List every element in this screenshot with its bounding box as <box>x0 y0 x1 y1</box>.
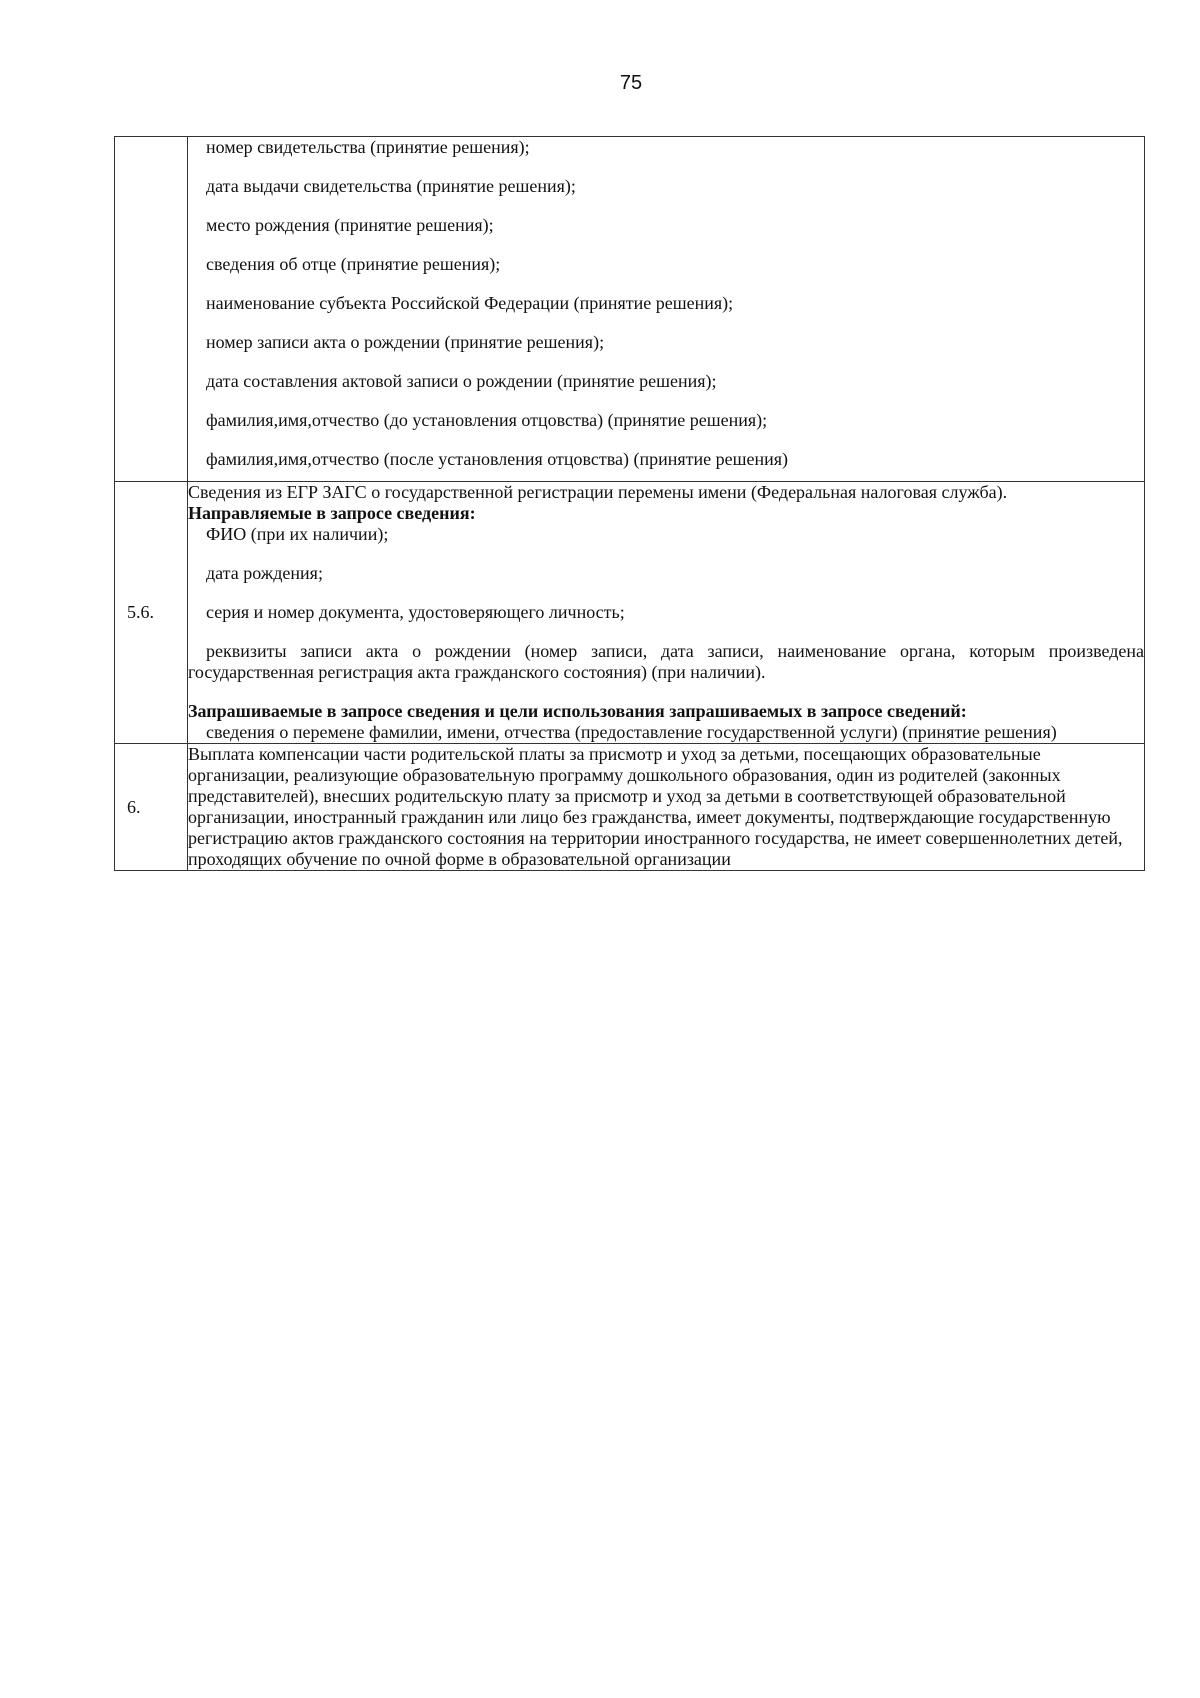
table-row-6 <box>115 744 1145 871</box>
requested-info-text: сведения о перемене фамилии, имени, отчества (предоставление государственной услуги) (принятие решения) <box>206 722 1057 742</box>
table-row-5-6 <box>115 482 1145 744</box>
list-item: серия и номер документа, удостоверяющего личность; <box>206 602 625 622</box>
list-item: ФИО (при их наличии); <box>206 524 389 544</box>
list-item: сведения об отце (принятие решения); <box>206 254 501 274</box>
row-content-cell <box>188 744 1145 871</box>
sent-info-heading: Направляемые в запросе сведения: <box>188 503 476 523</box>
list-item: фамилия,имя,отчество (до установления отцовства) (принятие решения); <box>206 410 768 430</box>
list-item: дата составления актовой записи о рождении (принятие решения); <box>206 371 717 391</box>
requested-info-heading: Запрашиваемые в запросе сведения и цели использования запрашиваемых в запросе сведений: <box>188 701 967 721</box>
row-content-cell <box>188 137 1145 482</box>
list-item: наименование субъекта Российской Федерации (принятие решения); <box>206 293 734 313</box>
list-item: фамилия,имя,отчество (после установления отцовства) (принятие решения) <box>206 449 789 469</box>
list-item: номер записи акта о рождении (принятие решения); <box>206 332 605 352</box>
list-item: номер свидетельства (принятие решения); <box>206 137 530 157</box>
document-table <box>114 136 1145 871</box>
row-intro-text: Сведения из ЕГР ЗАГС о государственной регистрации перемены имени (Федеральная налоговая служба). <box>188 482 1008 502</box>
page-number: 75 <box>619 72 643 94</box>
list-item: реквизиты записи акта о рождении (номер записи, дата записи, наименование органа, которым произведена государственная регистрация акта гражданского состояния) (при наличии). <box>188 641 1144 682</box>
row-content-cell <box>188 482 1145 744</box>
list-item: место рождения (принятие решения); <box>206 215 494 235</box>
list-item: дата выдачи свидетельства (принятие решения); <box>206 176 576 196</box>
row-number-cell: 5.6. <box>115 482 188 744</box>
list-item: дата рождения; <box>206 563 323 583</box>
row-description-text: Выплата компенсации части родительской платы за присмотр и уход за детьми, посещающих образовательные организации, реализующие образовательную программу дошкольного образования, один из родителей (законных представителей), внесших родительскую плату за присмотр и уход за детьми в соответствующей образовательной организации, иностранный гражданин или лицо без гражданства, имеет документы, подтверждающие государственную регистрацию актов гражданского состояния на территории иностранного государства, не имеет совершеннолетних детей, проходящих обучение по очной форме в образовательной организации <box>188 744 1123 869</box>
row-number-cell: 6. <box>115 744 188 871</box>
table-row-continuation <box>115 137 1145 482</box>
row-number-cell <box>115 137 188 482</box>
